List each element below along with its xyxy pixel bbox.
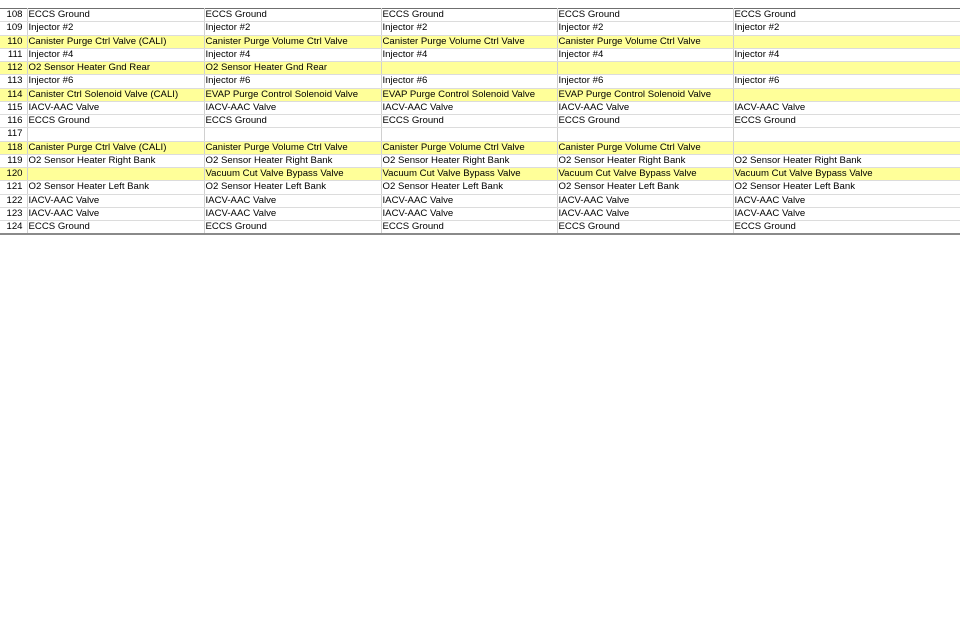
table-cell: Injector #4	[381, 48, 557, 61]
pin-number: 118	[0, 141, 27, 154]
table-cell	[733, 88, 960, 101]
pin-number: 120	[0, 168, 27, 181]
table-row	[0, 154, 960, 167]
table-cell	[381, 62, 557, 75]
pin-number: 108	[0, 9, 27, 22]
table-cell: ECCS Ground	[733, 221, 960, 235]
table-cell: ECCS Ground	[557, 9, 733, 22]
table-cell	[27, 168, 204, 181]
table-cell: IACV-AAC Valve	[557, 207, 733, 220]
table-cell: ECCS Ground	[204, 221, 381, 235]
table-cell: ECCS Ground	[733, 9, 960, 22]
table-cell: O2 Sensor Heater Right Bank	[733, 154, 960, 167]
table-row	[0, 194, 960, 207]
table-cell: IACV-AAC Valve	[733, 194, 960, 207]
table-cell: Canister Purge Ctrl Valve (CALI)	[27, 35, 204, 48]
table-cell: Vacuum Cut Valve Bypass Valve	[204, 168, 381, 181]
table-cell: O2 Sensor Heater Left Bank	[27, 181, 204, 194]
table-cell: EVAP Purge Control Solenoid Valve	[204, 88, 381, 101]
table-cell: EVAP Purge Control Solenoid Valve	[381, 88, 557, 101]
table-cell: Canister Purge Volume Ctrl Valve	[557, 141, 733, 154]
table-cell: Injector #6	[27, 75, 204, 88]
table-row	[0, 9, 960, 22]
table-cell: O2 Sensor Heater Right Bank	[381, 154, 557, 167]
table-cell: ECCS Ground	[204, 115, 381, 128]
table-cell: IACV-AAC Valve	[733, 101, 960, 114]
table-cell	[733, 141, 960, 154]
table-cell: Injector #6	[204, 75, 381, 88]
table-row	[0, 128, 960, 141]
table-cell: O2 Sensor Heater Right Bank	[557, 154, 733, 167]
table-cell: Canister Purge Ctrl Valve (CALI)	[27, 141, 204, 154]
table-cell: Injector #2	[557, 22, 733, 35]
table-cell: ECCS Ground	[27, 221, 204, 235]
table-row	[0, 22, 960, 35]
pin-number: 122	[0, 194, 27, 207]
table-cell: IACV-AAC Valve	[557, 101, 733, 114]
table-cell: O2 Sensor Heater Left Bank	[733, 181, 960, 194]
table-cell: Canister Purge Volume Ctrl Valve	[557, 35, 733, 48]
table-row	[0, 62, 960, 75]
table-cell: Injector #4	[557, 48, 733, 61]
table-cell: Injector #4	[204, 48, 381, 61]
table-cell: Injector #2	[27, 22, 204, 35]
table-cell: ECCS Ground	[733, 115, 960, 128]
table-row	[0, 75, 960, 88]
table-cell: ECCS Ground	[27, 9, 204, 22]
table-cell	[557, 128, 733, 141]
table-row	[0, 101, 960, 114]
table-cell: IACV-AAC Valve	[381, 194, 557, 207]
table-cell: Injector #4	[733, 48, 960, 61]
pin-number: 119	[0, 154, 27, 167]
table-cell	[557, 62, 733, 75]
table-cell: O2 Sensor Heater Gnd Rear	[27, 62, 204, 75]
table-cell: Injector #2	[733, 22, 960, 35]
table-cell: Vacuum Cut Valve Bypass Valve	[733, 168, 960, 181]
pin-number: 113	[0, 75, 27, 88]
table-cell: IACV-AAC Valve	[204, 207, 381, 220]
table-cell: O2 Sensor Heater Right Bank	[27, 154, 204, 167]
table-row	[0, 88, 960, 101]
table-cell: Canister Purge Volume Ctrl Valve	[204, 35, 381, 48]
pin-number: 109	[0, 22, 27, 35]
pinout-table-body	[0, 9, 960, 235]
table-cell: IACV-AAC Valve	[204, 194, 381, 207]
table-cell	[204, 128, 381, 141]
table-cell: Canister Purge Volume Ctrl Valve	[204, 141, 381, 154]
table-row	[0, 181, 960, 194]
table-cell: ECCS Ground	[27, 115, 204, 128]
table-cell: Injector #6	[381, 75, 557, 88]
table-cell	[27, 128, 204, 141]
table-cell: ECCS Ground	[557, 221, 733, 235]
table-cell: Vacuum Cut Valve Bypass Valve	[381, 168, 557, 181]
table-cell: EVAP Purge Control Solenoid Valve	[557, 88, 733, 101]
table-cell: O2 Sensor Heater Right Bank	[204, 154, 381, 167]
pin-number: 121	[0, 181, 27, 194]
table-cell: IACV-AAC Valve	[733, 207, 960, 220]
table-row	[0, 115, 960, 128]
table-row	[0, 141, 960, 154]
table-cell: IACV-AAC Valve	[381, 101, 557, 114]
table-cell: ECCS Ground	[381, 9, 557, 22]
table-cell	[381, 128, 557, 141]
table-cell: ECCS Ground	[204, 9, 381, 22]
table-cell	[733, 35, 960, 48]
table-cell: ECCS Ground	[381, 221, 557, 235]
pinout-table	[0, 8, 960, 235]
table-cell: IACV-AAC Valve	[27, 207, 204, 220]
table-cell: Canister Ctrl Solenoid Valve (CALI)	[27, 88, 204, 101]
pin-number: 117	[0, 128, 27, 141]
table-cell: Vacuum Cut Valve Bypass Valve	[557, 168, 733, 181]
table-cell: O2 Sensor Heater Left Bank	[557, 181, 733, 194]
table-row	[0, 35, 960, 48]
table-cell: Canister Purge Volume Ctrl Valve	[381, 35, 557, 48]
pin-number: 110	[0, 35, 27, 48]
table-cell: Injector #2	[381, 22, 557, 35]
table-cell: Injector #2	[204, 22, 381, 35]
pin-number: 124	[0, 221, 27, 235]
table-cell: ECCS Ground	[557, 115, 733, 128]
table-cell: Injector #6	[557, 75, 733, 88]
table-cell: IACV-AAC Valve	[204, 101, 381, 114]
table-cell: IACV-AAC Valve	[27, 194, 204, 207]
table-cell: Injector #6	[733, 75, 960, 88]
table-cell: Canister Purge Volume Ctrl Valve	[381, 141, 557, 154]
table-cell: IACV-AAC Valve	[381, 207, 557, 220]
table-cell	[733, 128, 960, 141]
pin-number: 114	[0, 88, 27, 101]
table-cell: IACV-AAC Valve	[27, 101, 204, 114]
pin-number: 115	[0, 101, 27, 114]
table-row	[0, 221, 960, 235]
table-row	[0, 207, 960, 220]
pin-number: 112	[0, 62, 27, 75]
table-cell: Injector #4	[27, 48, 204, 61]
table-cell	[733, 62, 960, 75]
table-row	[0, 168, 960, 181]
table-cell: ECCS Ground	[381, 115, 557, 128]
table-cell: O2 Sensor Heater Left Bank	[204, 181, 381, 194]
pinout-sheet	[0, 8, 960, 235]
table-cell: O2 Sensor Heater Left Bank	[381, 181, 557, 194]
table-cell: IACV-AAC Valve	[557, 194, 733, 207]
pin-number: 111	[0, 48, 27, 61]
pin-number: 116	[0, 115, 27, 128]
table-row	[0, 48, 960, 61]
table-cell: O2 Sensor Heater Gnd Rear	[204, 62, 381, 75]
pin-number: 123	[0, 207, 27, 220]
